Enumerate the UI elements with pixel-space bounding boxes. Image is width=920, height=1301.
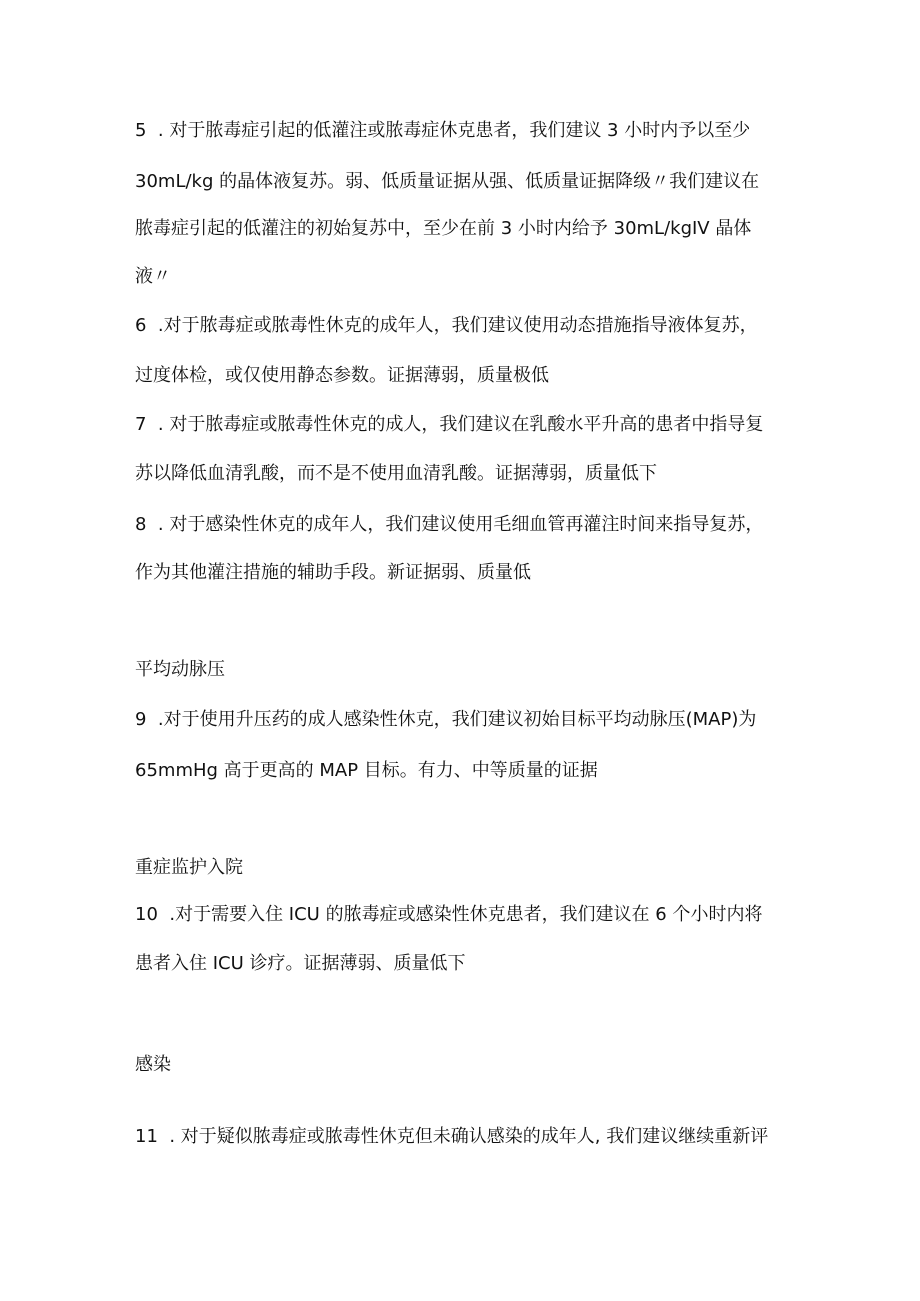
rec-5-line-2: 30mL/kg 的晶体液复苏。弱、低质量证据从强、低质量证据降级〃我们建议在: [135, 171, 760, 192]
rec-10-line-2: 患者入住 ICU 诊疗。证据薄弱、质量低下: [135, 953, 466, 974]
rec-9-line-1: 9 .对于使用升压药的成人感染性休克，我们建议初始目标平均动脉压(MAP)为: [135, 709, 757, 730]
section-heading-map: 平均动脉压: [135, 659, 225, 680]
rec-5-line-4: 液〃: [135, 266, 171, 287]
rec-9-line-2: 65mmHg 高于更高的 MAP 目标。有力、中等质量的证据: [135, 760, 598, 781]
rec-11-line-1: 11 . 对于疑似脓毒症或脓毒性休克但未确认感染的成年人, 我们建议继续重新评: [135, 1126, 769, 1147]
section-heading-icu: 重症监护入院: [135, 857, 243, 878]
rec-5-line-1: 5 . 对于脓毒症引起的低灌注或脓毒症休克患者，我们建议 3 小时内予以至少: [135, 120, 751, 141]
rec-6-line-1: 6 .对于脓毒症或脓毒性休克的成年人，我们建议使用动态措施指导液体复苏，: [135, 315, 758, 336]
rec-7-line-1: 7 . 对于脓毒症或脓毒性休克的成人，我们建议在乳酸水平升高的患者中指导复: [135, 414, 764, 435]
rec-5-line-3: 脓毒症引起的低灌注的初始复苏中，至少在前 3 小时内给予 30mL/kgIV 晶体: [135, 218, 752, 239]
rec-10-line-1: 10 .对于需要入住 ICU 的脓毒症或感染性休克患者，我们建议在 6 个小时内将: [135, 904, 763, 925]
section-heading-infection: 感染: [135, 1054, 171, 1075]
rec-8-line-1: 8 . 对于感染性休克的成年人，我们建议使用毛细血管再灌注时间来指导复苏，: [135, 514, 764, 535]
rec-6-line-2: 过度体检，或仅使用静态参数。证据薄弱，质量极低: [135, 365, 549, 386]
rec-8-line-2: 作为其他灌注措施的辅助手段。新证据弱、质量低: [135, 562, 531, 583]
rec-7-line-2: 苏以降低血清乳酸，而不是不使用血清乳酸。证据薄弱，质量低下: [135, 463, 657, 484]
